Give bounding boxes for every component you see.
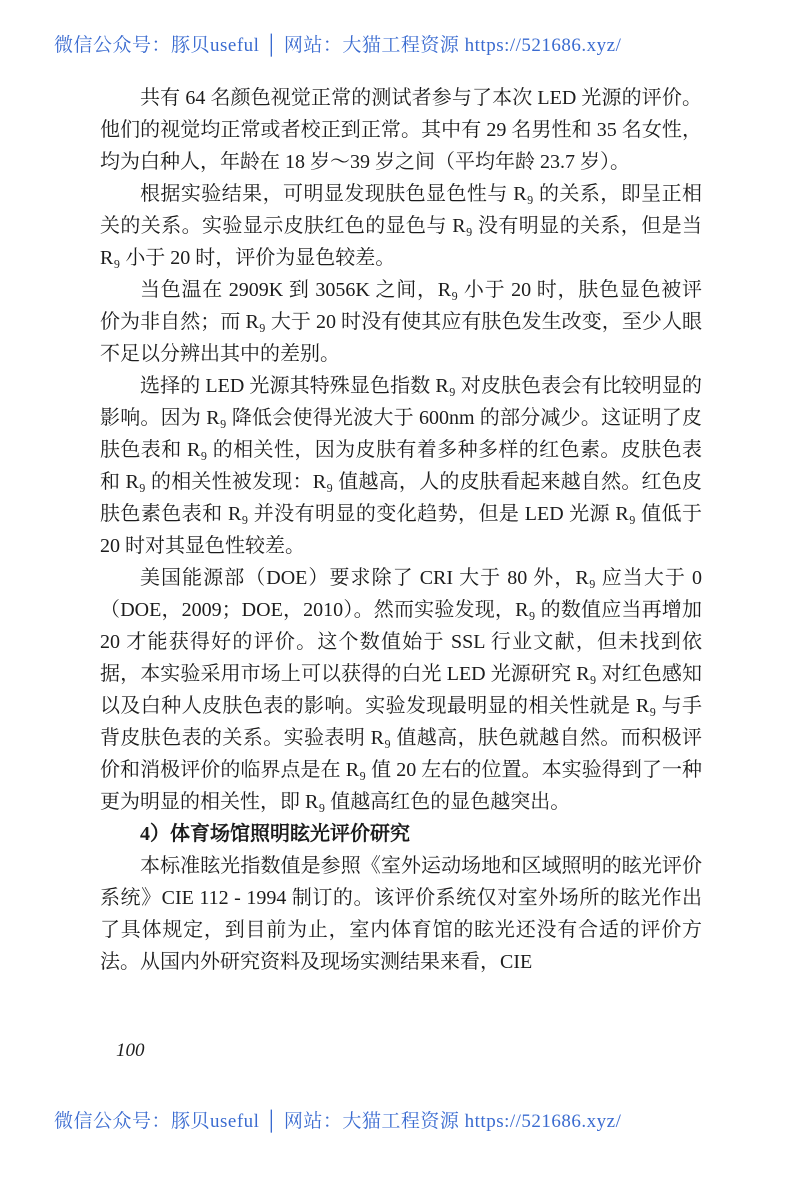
paragraph-doe-requirements: 美国能源部（DOE）要求除了 CRI 大于 80 外，R₉ 应当大于 0（DOE，2009；DOE，2010）。然而实验发现，R₉ 的数值应当再增加 20 才能获得好的评价。这个数值始于 SSL 行业文献，但未找到依据，本实验采用市场上可以获得的白光 LED 光源研究 R₉ 对红色感知以及白种人皮肤色表的影响。实验发现最明显的相关性就是 R₉ 与手背皮肤色表的关系。实验表明 R₉ 值越高，肤色就越自然。而积极评价和消极评价的临界点是在 R₉ 值 20 左右的位置。本实验得到了一种更为明显的相关性，即 R₉ 值越高红色的显色越突出。 [100,567,702,813]
watermark-bottom: 微信公众号：豚贝useful │ 网站：大猫工程资源 https://521686.xyz/ [54,1111,622,1132]
paragraph-led-r9-skin: 选择的 LED 光源其特殊显色指数 R₉ 对皮肤色表会有比较明显的影响。因为 R₉ 降低会使得光波大于 600nm 的部分减少。这证明了皮肤色表和 R₉ 的相关性，因为皮肤有着多种多样的红色素。皮肤色表和 R₉ 的相关性被发现：R₉ 值越高，人的皮肤看起来越自然。红色皮肤色素色表和 R₉ 并没有明显的变化趋势，但是 LED 光源 R₉ 值低于 20 时对其显色性较差。 [100,375,702,557]
paragraph-test-subjects: 共有 64 名颜色视觉正常的测试者参与了本次 LED 光源的评价。他们的视觉均正常或者校正到正常。其中有 29 名男性和 35 名女性，均为白种人，年龄在 18 岁～39 岁之间（平均年龄 23.7 岁）。 [100,87,702,173]
paragraph-glare-standard: 本标准眩光指数值是参照《室外运动场地和区域照明的眩光评价系统》CIE 112 - 1994 制订的。该评价系统仅对室外场所的眩光作出了具体规定，到目前为止，室内体育馆的眩光还没有合适的评价方法。从国内外研究资料及现场实测结果来看，CIE [100,855,702,973]
page-number: 100 [116,1040,145,1061]
watermark-top: 微信公众号：豚贝useful │ 网站：大猫工程资源 https://521686.xyz/ [54,35,622,56]
document-body [100,82,702,978]
paragraph-experiment-results: 根据实验结果，可明显发现肤色显色性与 R₉ 的关系，即呈正相关的关系。实验显示皮肤红色的显色与 R₉ 没有明显的关系，但是当 R₉ 小于 20 时，评价为显色较差。 [100,183,702,269]
section-heading-glare-evaluation: 4）体育场馆照明眩光评价研究 [140,823,410,845]
paragraph-color-temperature: 当色温在 2909K 到 3056K 之间，R₉ 小于 20 时，肤色显色被评价为非自然；而 R₉ 大于 20 时没有使其应有肤色发生改变，至少人眼不足以分辨出其中的差别。 [100,279,702,365]
